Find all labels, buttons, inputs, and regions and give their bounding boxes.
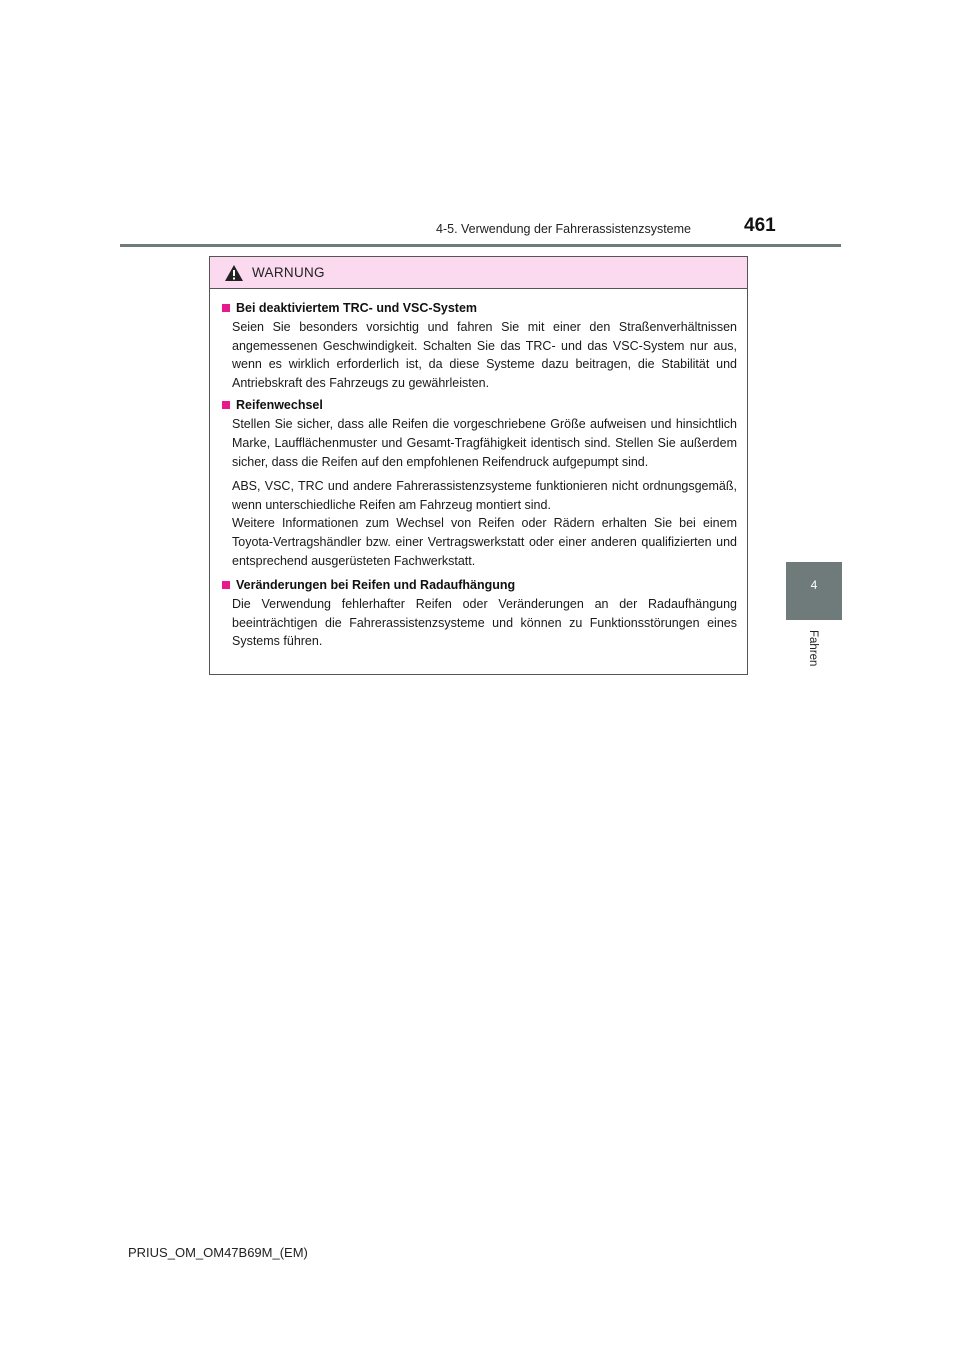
- section-heading: 4-5. Verwendung der Fahrerassistenzsysteme: [436, 222, 691, 236]
- warning-box: [209, 256, 748, 675]
- chapter-number: 4: [810, 578, 818, 592]
- square-bullet-icon: [222, 304, 230, 312]
- document-code: PRIUS_OM_OM47B69M_(EM): [128, 1245, 308, 1260]
- square-bullet-icon: [222, 401, 230, 409]
- paragraph: Seien Sie besonders vorsichtig und fahren Sie mit einer den Straßenverhältnissen angemessenen Geschwindigkeit. Schalten Sie das TRC- und das VSC-System nur aus, wenn es wirklich erforderlich ist, da diese Systeme dazu beitragen, die Stabilität und Antriebskraft des Fahrzeugs zu gewährleisten.: [232, 320, 737, 390]
- paragraph: Stellen Sie sicher, dass alle Reifen die vorgeschriebene Größe aufweisen und hinsichtlich Marke, Laufflächenmuster und Gesamt-Tragfähigkeit identisch sind. Stellen Sie außerdem sicher, dass die Reifen auf den empfohlenen Reifendruck aufgepumpt sind.: [232, 417, 737, 469]
- section-heading-radaufhaengung: Veränderungen bei Reifen und Radaufhängung: [222, 578, 737, 592]
- warning-title: WARNUNG: [252, 265, 325, 280]
- section-heading-trc-vsc: Bei deaktiviertem TRC- und VSC-System: [222, 301, 737, 315]
- paragraph: ABS, VSC, TRC und andere Fahrerassistenzsysteme funktionieren nicht ordnungsgemäß, wenn unterschiedliche Reifen am Fahrzeug montiert sind. Weitere Informationen zum Wechsel von Reifen oder Rädern erhalten Sie bei einem Toyota-Vertragshändler bzw. einer Vertragswerkstatt oder einer anderen qualifizierten und entsprechend ausgerüsteten Fachwerkstatt.: [232, 479, 737, 568]
- section-heading-reifenwechsel: Reifenwechsel: [222, 398, 737, 412]
- square-bullet-icon: [222, 581, 230, 589]
- warning-triangle-icon: [224, 264, 244, 282]
- warning-header: [210, 257, 747, 289]
- chapter-label: Fahren: [807, 630, 819, 667]
- paragraph: Die Verwendung fehlerhafter Reifen oder Veränderungen an der Radaufhängung beeinträchtigen die Fahrerassistenzsysteme und können zu Funktionsstörungen eines Systems führen.: [232, 597, 737, 649]
- chapter-tab: [786, 562, 842, 620]
- page-number: 461: [744, 215, 776, 236]
- header-divider: [120, 244, 841, 247]
- warning-content: [210, 289, 747, 651]
